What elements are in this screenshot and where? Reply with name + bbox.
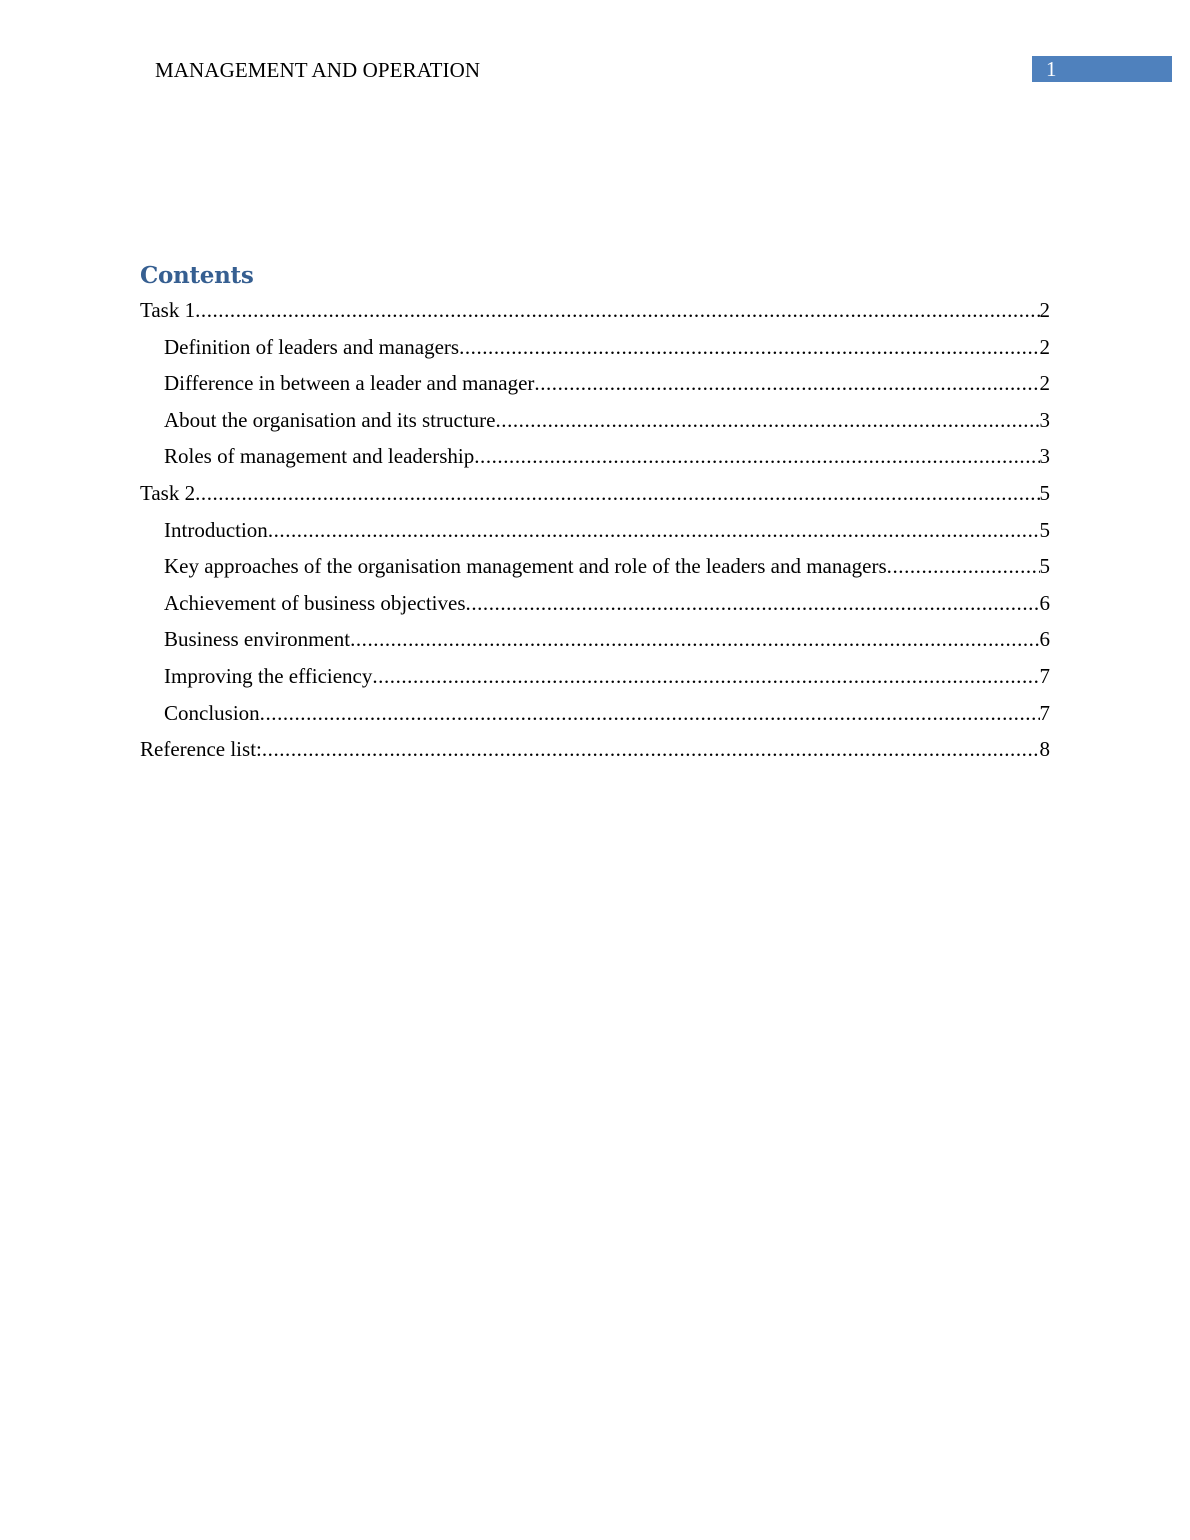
- header-title: MANAGEMENT AND OPERATION: [155, 58, 481, 82]
- toc-entry-task-2[interactable]: [140, 475, 1050, 512]
- toc-entry-conclusion[interactable]: [140, 695, 1050, 732]
- page-number: 1: [1046, 57, 1057, 81]
- toc-entry-label: Business environment: [164, 627, 351, 652]
- toc-entry-reference-list[interactable]: [140, 731, 1050, 768]
- toc-entry-page: 2: [1039, 371, 1050, 396]
- toc-entry-roles-management-leadership[interactable]: [140, 438, 1050, 475]
- toc-entry-page: 7: [1039, 700, 1050, 725]
- toc-entry-definition-of-leaders-and-managers[interactable]: [140, 329, 1050, 366]
- toc-entry-label: Reference list:: [140, 737, 262, 762]
- toc-entry-page: 5: [1039, 554, 1050, 579]
- toc-entry-label: Roles of management and leadership: [164, 444, 475, 469]
- toc-dot-leader: [495, 402, 1039, 438]
- toc-dot-leader: [262, 731, 1040, 767]
- page-number-badge: [1032, 56, 1172, 82]
- toc-dot-leader: [268, 512, 1040, 548]
- toc-entry-page: 5: [1039, 480, 1050, 505]
- toc-entry-improving-efficiency[interactable]: [140, 658, 1050, 695]
- toc-entry-label: Introduction: [164, 517, 268, 542]
- toc-entry-business-environment[interactable]: [140, 621, 1050, 658]
- toc-entry-page: 2: [1039, 298, 1050, 322]
- toc-heading: Contents: [140, 262, 254, 289]
- toc-dot-leader: [195, 292, 1039, 328]
- toc-entry-label: Conclusion: [164, 700, 260, 725]
- toc-entry-label: Achievement of business objectives: [164, 590, 466, 615]
- toc-entry-page: 8: [1039, 737, 1050, 762]
- toc-entry-label: Difference in between a leader and manager: [164, 371, 535, 396]
- toc-dot-leader: [260, 695, 1040, 731]
- toc-dot-leader: [372, 658, 1039, 694]
- toc-entry-label: Task 2: [140, 480, 196, 505]
- toc-entry-page: 6: [1039, 627, 1050, 652]
- toc-entry-page: 5: [1039, 517, 1050, 542]
- toc-entry-page: 3: [1039, 444, 1050, 469]
- table-of-contents: [140, 292, 1050, 768]
- toc-entry-organisation-structure[interactable]: [140, 402, 1050, 439]
- toc-entry-label: Improving the efficiency: [164, 663, 373, 688]
- page-header: [0, 0, 1190, 90]
- toc-dot-leader: [350, 621, 1039, 657]
- toc-dot-leader: [466, 585, 1040, 621]
- toc-entry-page: 2: [1039, 334, 1050, 359]
- toc-entry-key-approaches[interactable]: [140, 548, 1050, 585]
- toc-entry-introduction[interactable]: [140, 512, 1050, 549]
- toc-entry-difference-leader-manager[interactable]: [140, 365, 1050, 402]
- toc-dot-leader: [887, 548, 1040, 584]
- toc-entry-task-1[interactable]: [140, 292, 1050, 329]
- toc-entry-label: Task 1: [140, 298, 196, 322]
- toc-entry-label: Definition of leaders and managers: [164, 334, 460, 359]
- toc-dot-leader: [195, 475, 1039, 511]
- toc-entry-label: About the organisation and its structure: [164, 407, 496, 432]
- toc-entry-page: 6: [1039, 590, 1050, 615]
- toc-dot-leader: [534, 365, 1039, 401]
- toc-entry-label: Key approaches of the organisation management and role of the leaders and managers: [164, 554, 887, 579]
- toc-dot-leader: [459, 329, 1039, 365]
- toc-entry-page: 7: [1039, 663, 1050, 688]
- toc-dot-leader: [474, 438, 1039, 474]
- toc-entry-business-objectives[interactable]: [140, 585, 1050, 622]
- toc-entry-page: 3: [1039, 407, 1050, 432]
